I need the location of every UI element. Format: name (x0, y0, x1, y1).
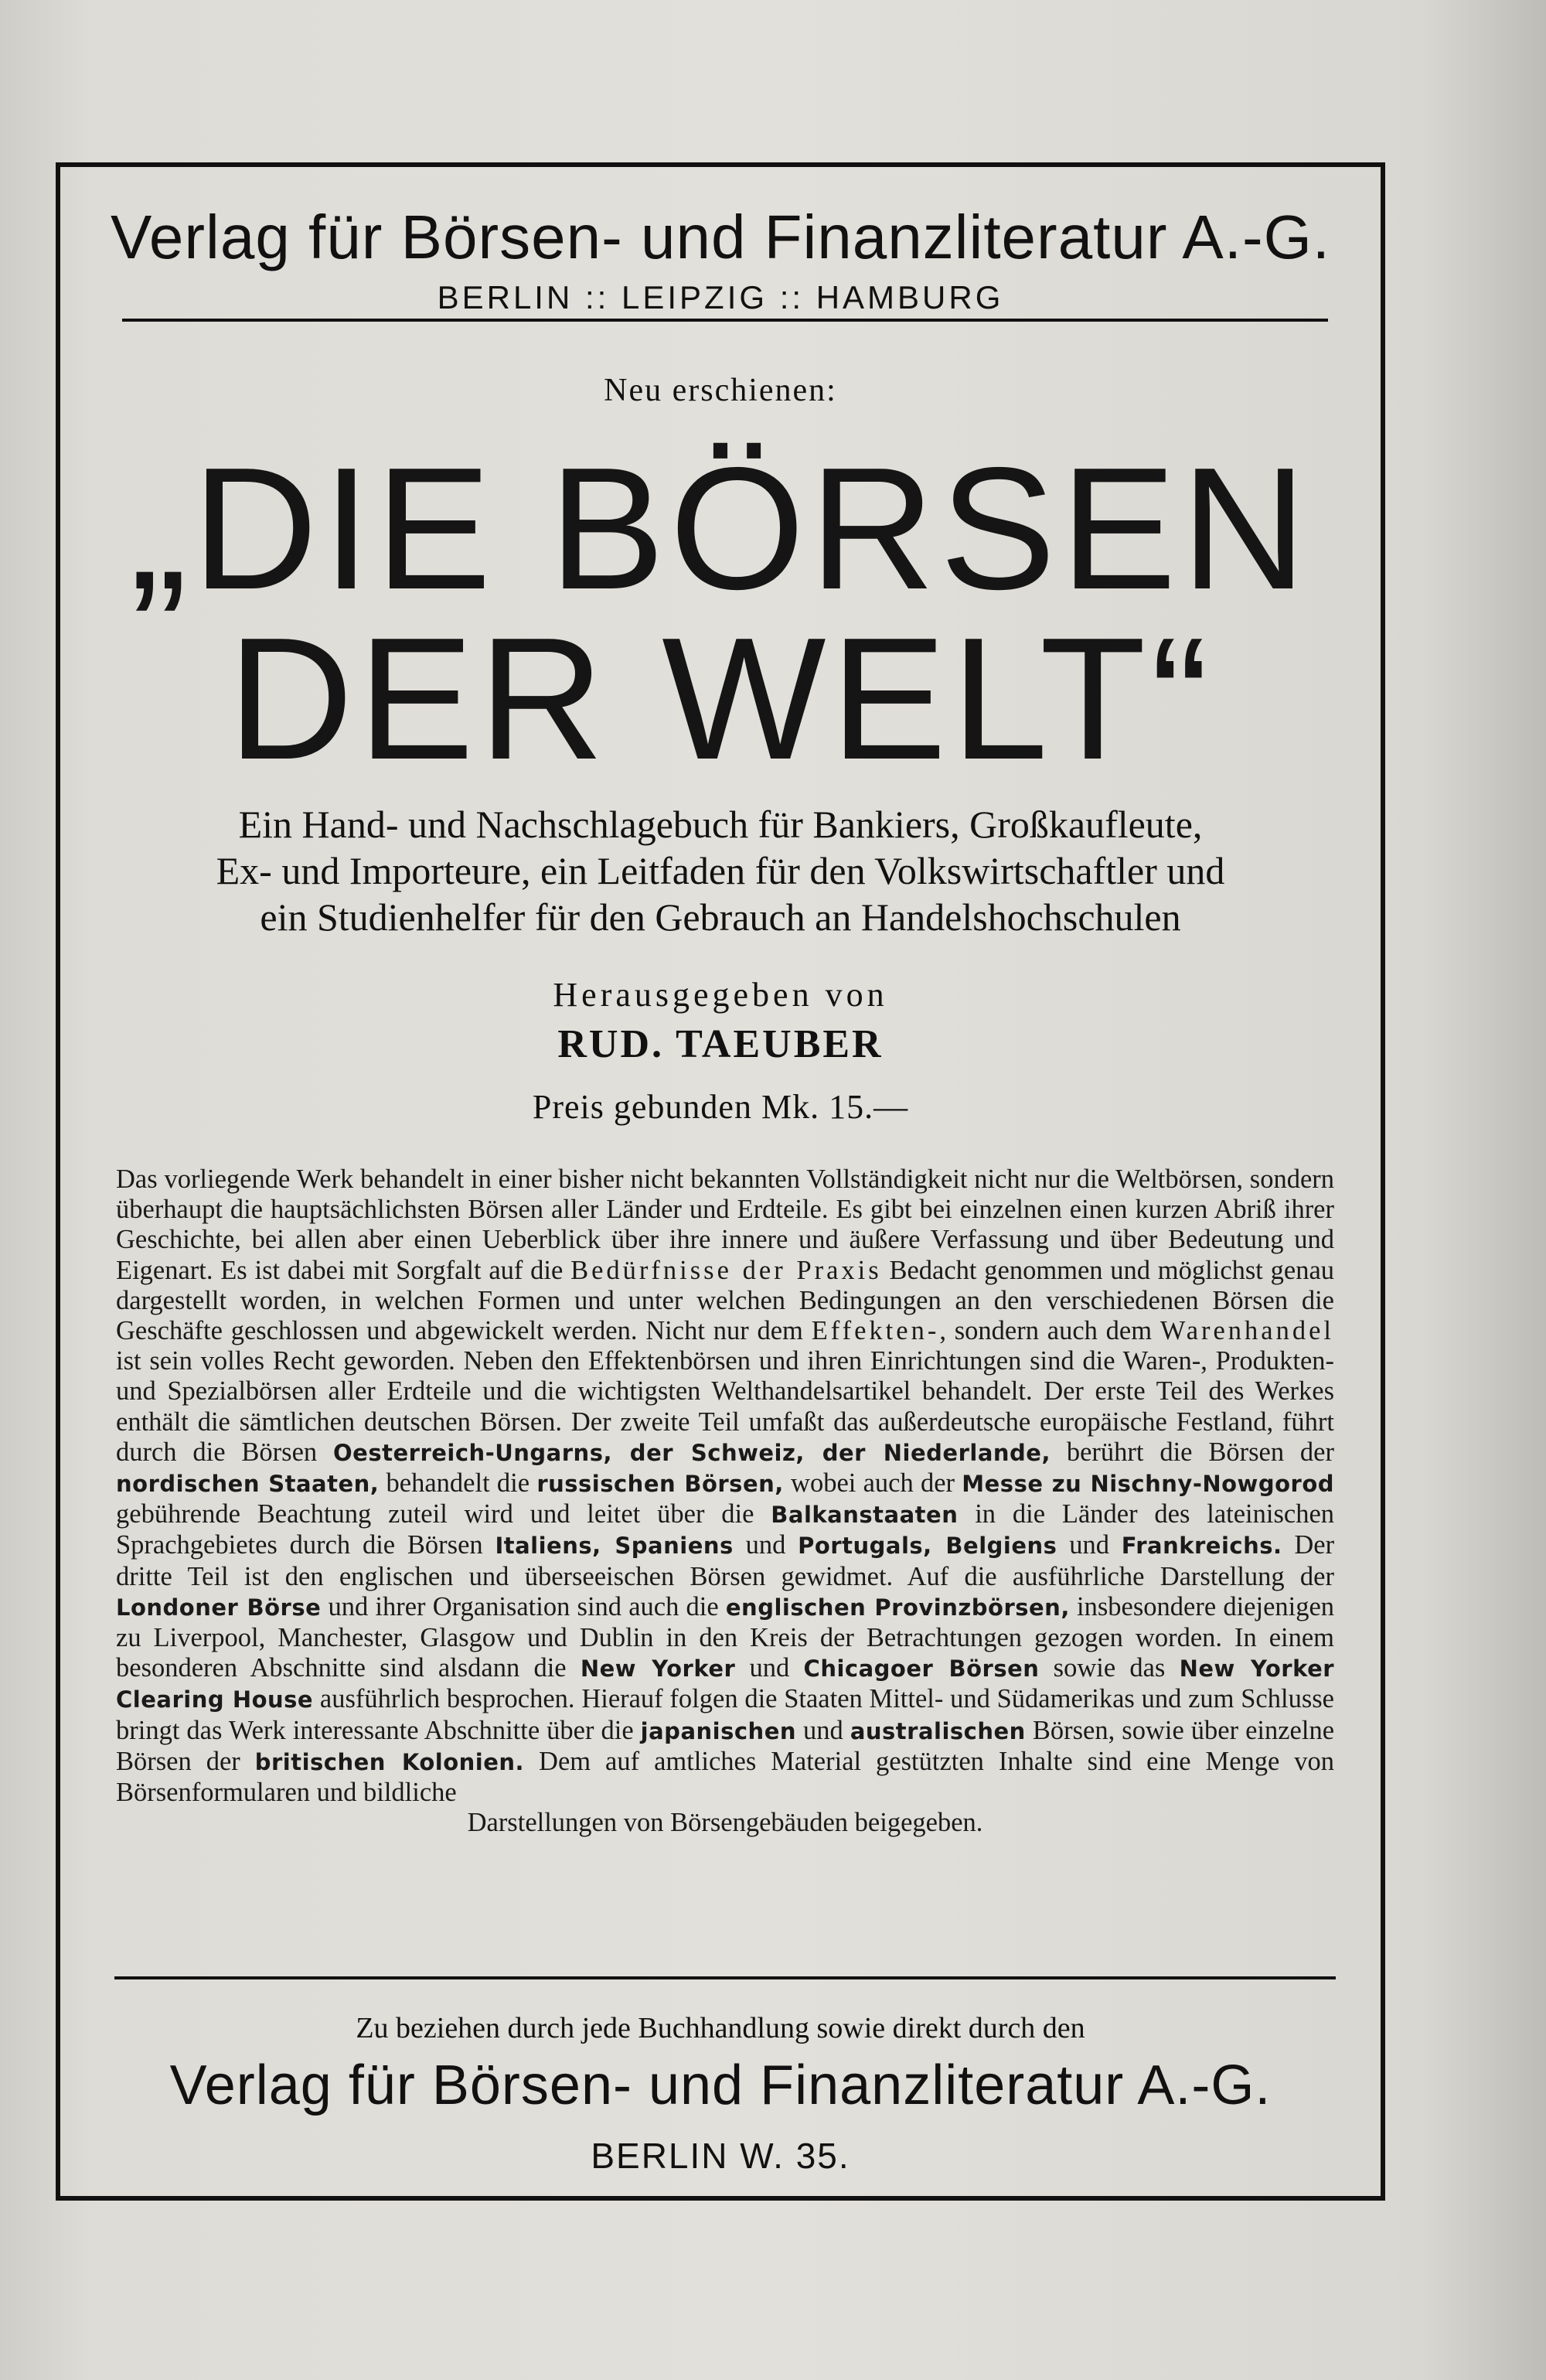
subtitle-line: Ex- und Importeure, ein Leitfaden für den Volkswirtschaftler und (216, 849, 1225, 892)
publisher-address: BERLIN W. 35. (591, 2136, 850, 2176)
editor-label: Herausgegeben von (553, 976, 888, 1014)
footer-publisher-name: Verlag für Börsen- und Finanzliteratur A.-G. (169, 2054, 1272, 2116)
book-price: Preis gebunden Mk. 15.— (532, 1088, 909, 1126)
description-last-line: Darstellungen von Börsengebäuden beigegeben. (467, 1808, 983, 1838)
book-title-line-2: DER WELT“ (227, 601, 1214, 796)
publisher-name: Verlag für Börsen- und Finanzliteratur A.-G. (110, 203, 1331, 271)
book-description: Das vorliegende Werk behandelt in einer bisher nicht bekannten Vollständigkeit nicht nur die Weltbörsen, sondern überhaupt die hauptsächlichsten Börsen aller Länder und Erdteile. Es gibt bei einzelnen einen kurzen Abriß ihrer Geschichte, bei allen aber einen Ueberblick über ihre innere und äußere Verfassung und über Bedeutung und Eigenart. Es ist dabei mit Sorgfalt auf die Bedürfnisse der Praxis Bedacht genommen und möglichst genau dargestellt worden, in welchen Formen und unter welchen Bedingungen an den verschiedenen Börsen die Geschäfte geschlossen und abgewickelt werden. Nicht nur dem Effekten-, sondern auch dem Warenhandel ist sein volles Recht geworden. Neben den Effektenbörsen und ihren Einrichtungen sind die Waren-, Produkten- und Spezialbörsen aller Erdteile und die wichtigsten Welthandelsartikel behandelt. Der erste Teil des Werkes enthält die sämtlichen deutschen Börsen. Der zweite Teil umfaßt das außerdeutsche europäische Festland, führt durch die Börsen Oesterreich-Ungarns, der Schweiz, der Niederlande, berührt die Börsen der nordischen Staaten, behandelt die russischen Börsen, wobei auch der Messe zu Nischny-Nowgorod gebührende Beachtung zuteil wird und leitet über die Balkanstaaten in die Länder des lateinischen Sprachgebietes durch die Börsen Italiens, Spaniens und Portugals, Belgiens und Frankreichs. Der dritte Teil ist den englischen und überseeischen Börsen gewidmet. Auf die ausführliche Darstellung der Londoner Börse und ihrer Organisation sind auch die englischen Provinzbörsen, insbesondere diejenigen zu Liverpool, Manchester, Glasgow und Dublin in den Kreis der Betrachtungen gezogen worden. In einem besonderen Abschnitte sind alsdann die New Yorker und Chicagoer Börsen sowie das New Yorker Clearing House ausführlich besprochen. Hierauf folgen die Staaten Mittel- und Südamerikas und zum Schlusse bringt das Werk interessante Abschnitte über die japanischen und australischen Börsen, sowie über einzelne Börsen der britischen Kolonien. Dem auf amtliches Material gestützten Inhalte sind eine Menge von Börsenformularen und bildliche Darstellungen von Börsengebäuden beigegeben. (116, 1164, 1335, 1838)
book-subtitle (60, 801, 1381, 940)
announcement: Neu erschienen: (604, 373, 837, 408)
book-title-line-1: „DIE BÖRSEN (129, 431, 1312, 626)
availability-note: Zu beziehen durch jede Buchhandlung sowie direkt durch den (356, 2012, 1085, 2044)
footer-divider (114, 1976, 1336, 1979)
header-divider (122, 319, 1328, 322)
publisher-cities: BERLIN :: LEIPZIG :: HAMBURG (437, 279, 1004, 315)
editor-name: RUD. TAEUBER (557, 1022, 884, 1066)
subtitle-line: ein Studienhelfer für den Gebrauch an Handelshochschulen (260, 895, 1181, 939)
subtitle-line: Ein Hand- und Nachschlagebuch für Bankiers, Großkaufleute, (238, 803, 1203, 846)
advertisement-frame (56, 162, 1385, 2201)
